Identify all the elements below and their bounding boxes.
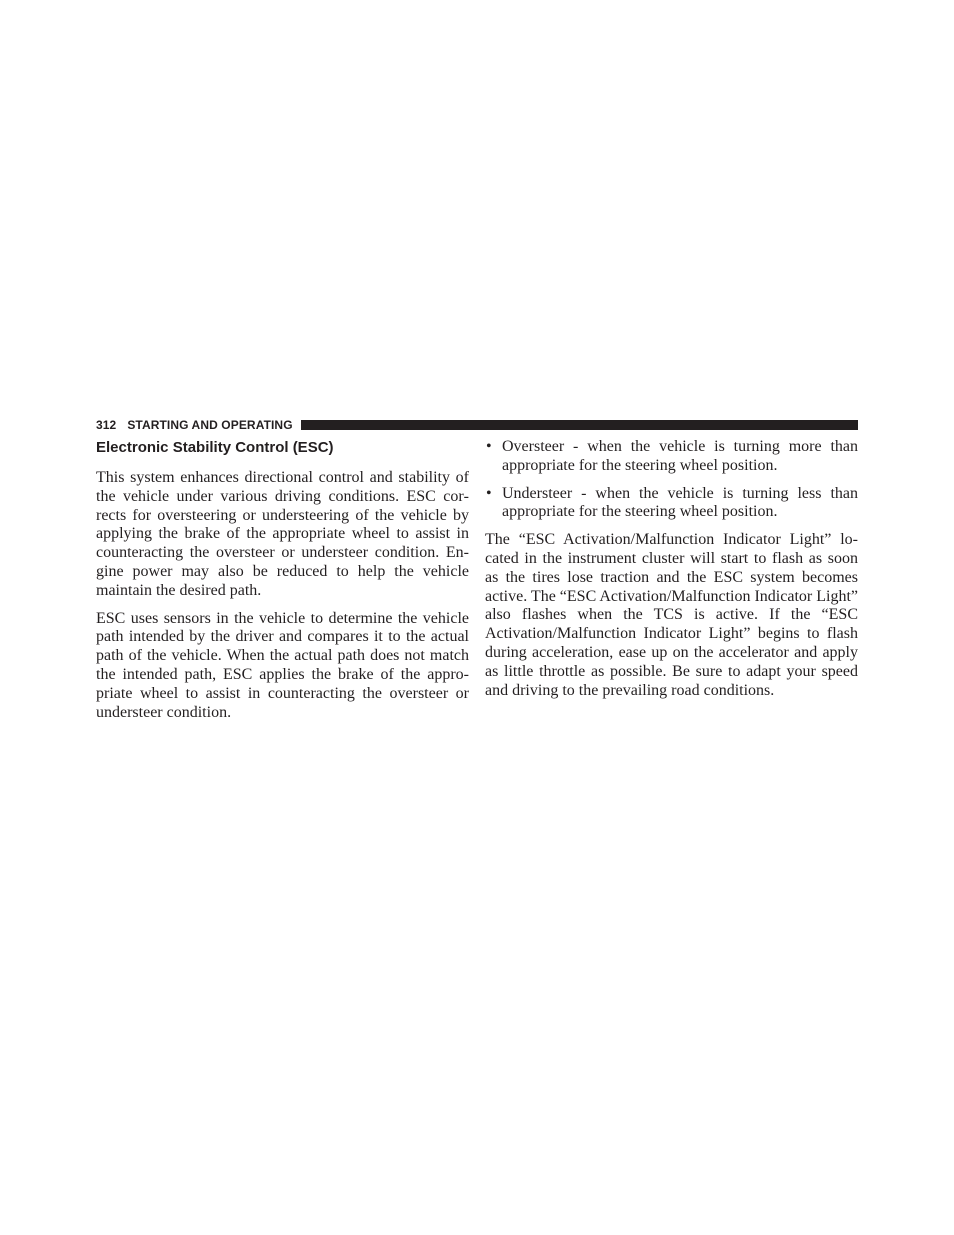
section-title: STARTING AND OPERATING xyxy=(127,417,293,432)
bullet-dot: • xyxy=(486,484,492,502)
list-item xyxy=(485,485,858,523)
bullet-list xyxy=(485,438,858,522)
bullet-text-understeer: Understeer - when the vehicle is turning less than appropriate for the steering wheel position. xyxy=(502,484,858,521)
body-paragraph-3: The “ESC Activation/Malfunction Indicator Light” located in the instrument cluster will start to flash as soon as the tires lose traction and the ESC system becomes active. The “ESC Activation/Malfunction Indicator Light” also flashes when the TCS is active. If the “ESC Activation/Malfunction Indicator Light” begins to flash during acceleration, ease up on the accelerator and apply as little throttle as possible. Be sure to adapt your speed and driving to the prevailing road conditions. xyxy=(485,531,858,699)
body-paragraph-2: ESC uses sensors in the vehicle to determine the vehicle path intended by the driver and compares it to the actual path of the vehicle. When the actual path does not match the intended path, ESC applies the brake of the appropriate wheel to assist in counteracting the oversteer or understeer condition. xyxy=(96,609,469,721)
bullet-text-oversteer: Oversteer - when the vehicle is turning more than appropriate for the steering wheel position. xyxy=(502,438,858,474)
left-column xyxy=(96,438,469,731)
header-rule-bar xyxy=(301,420,858,430)
right-column xyxy=(485,438,858,709)
bullet-dot: • xyxy=(486,438,492,455)
body-paragraph-1: This system enhances directional control and stability of the vehicle under various driving conditions. ESC corrects for oversteering or understeering of the vehicle by applying the brake of the appropriate wheel to assist in counteracting the oversteer or understeer condition. Engine power may also be reduced to help the vehicle maintain the desired path. xyxy=(96,469,469,599)
list-item xyxy=(485,438,858,476)
page-number: 312 xyxy=(96,417,117,432)
page-header xyxy=(96,417,858,432)
article-heading: Electronic Stability Control (ESC) xyxy=(96,439,334,456)
